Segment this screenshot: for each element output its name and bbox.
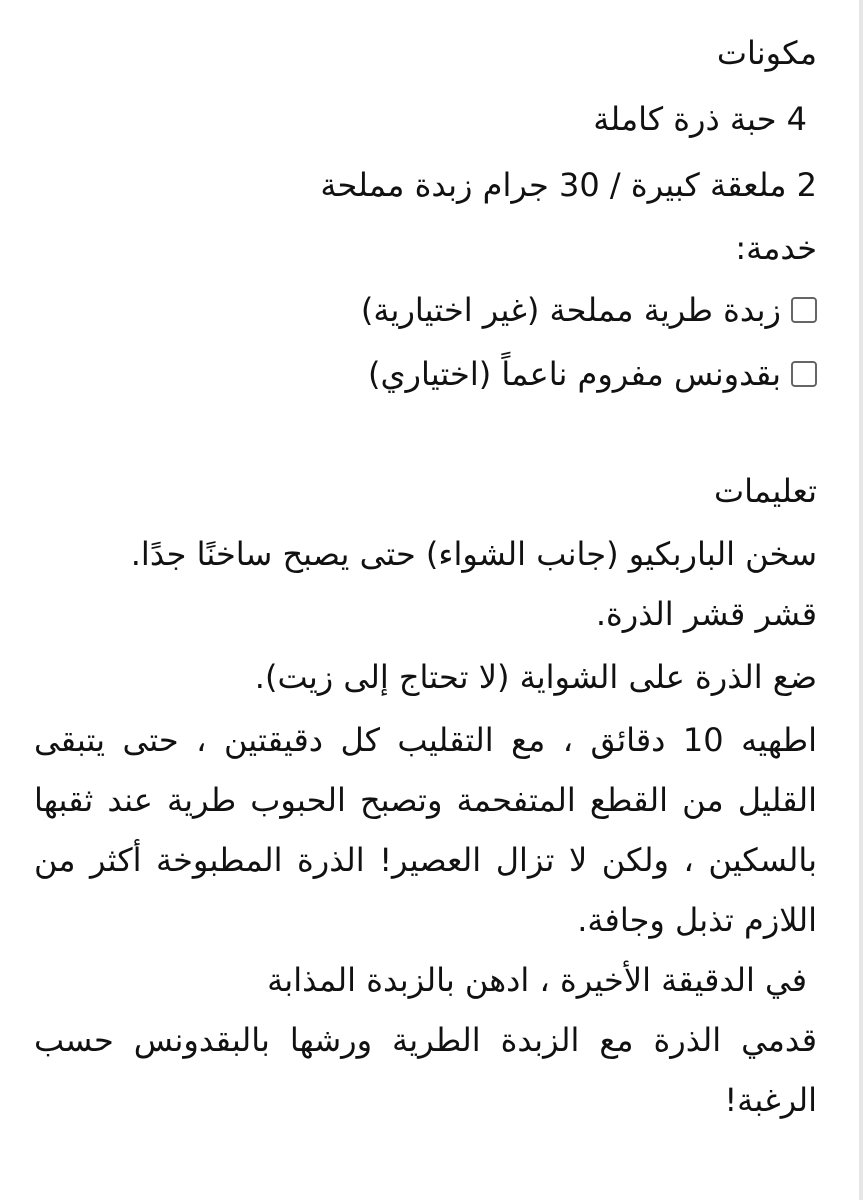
instruction-step: قدمي الذرة مع الزبدة الطرية ورشها بالبقدونس حسب الرغبة! — [34, 1021, 817, 1119]
instruction-step: سخن الباربكيو (جانب الشواء) حتى يصبح ساخنًا جدًا. — [130, 535, 817, 573]
ingredient-item: 2 ملعقة كبيرة / 30 جرام زبدة مملحة — [320, 166, 817, 204]
instruction-step: اطهيه 10 دقائق ، مع التقليب كل دقيقتين ، حتى يتبقى القليل من القطع المتفحمة وتصبح الحبوب طرية عند ثقبها بالسكين ، ولكن لا تزال العصير! الذرة المطبوخة أكثر من اللازم تذبل وجافة. — [34, 721, 818, 939]
ingredient-item: 4 حبة ذرة كاملة — [593, 100, 807, 138]
serving-item-label: بقدونس مفروم ناعماً (اختياري) — [367, 355, 781, 393]
checkbox-icon[interactable] — [791, 297, 817, 323]
serving-item-parsley[interactable] — [34, 342, 817, 406]
serving-item-label: زبدة طرية مملحة (غير اختيارية) — [360, 291, 781, 329]
section-spacer — [34, 406, 817, 458]
recipe-document — [34, 20, 817, 1130]
serving-item-butter[interactable] — [34, 278, 817, 342]
instructions-heading: تعليمات — [714, 472, 817, 510]
ingredients-heading: مكونات — [716, 34, 817, 72]
instruction-step: ضع الذرة على الشواية (لا تحتاج إلى زيت). — [254, 658, 817, 696]
checkbox-icon[interactable] — [791, 361, 817, 387]
serving-heading: خدمة: — [735, 229, 817, 267]
instruction-step: في الدقيقة الأخيرة ، ادهن بالزبدة المذابة — [267, 961, 807, 999]
instruction-step: قشر قشر الذرة. — [595, 595, 817, 633]
